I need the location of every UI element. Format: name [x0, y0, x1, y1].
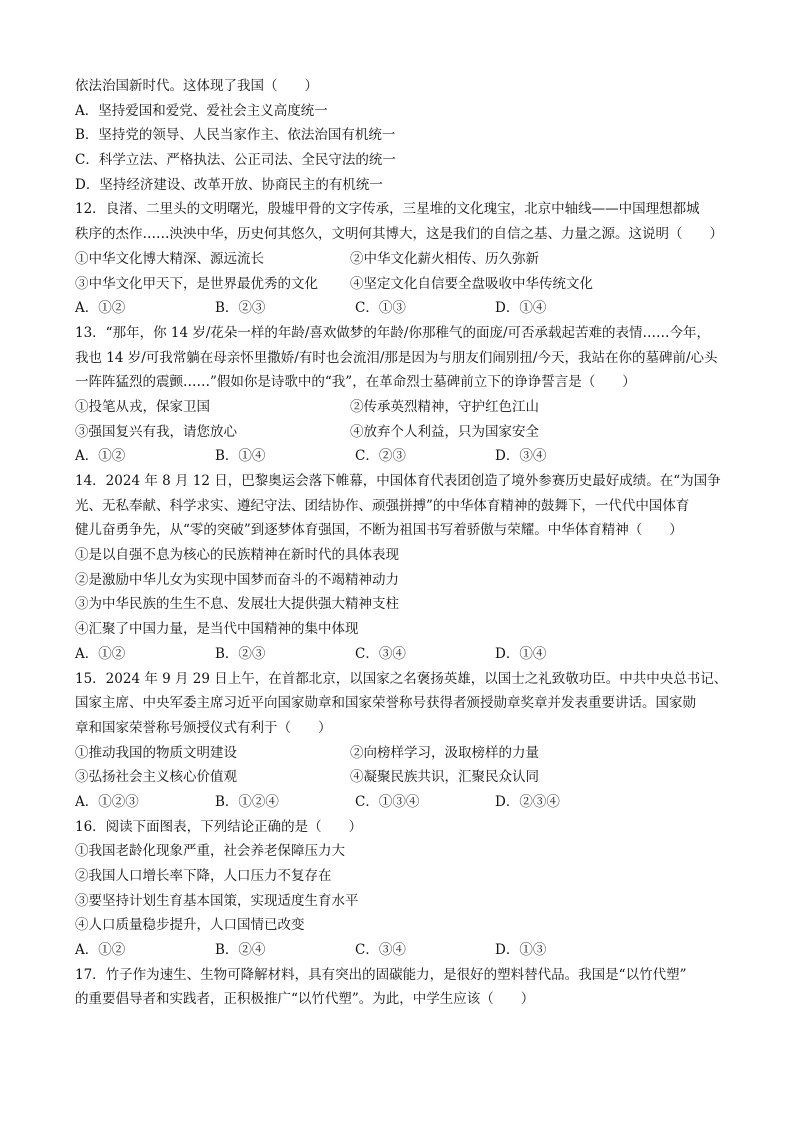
question-stem: 我也 14 岁/可我常躺在母亲怀里撒娇/有时也会流泪/那是因为与朋友们闹别扭/今天，我站在你的墓碑前/心头 [75, 349, 718, 366]
question-15 [75, 667, 728, 815]
question-stem: 依法治国新时代。这体现了我国（ ） [75, 78, 318, 94]
choice-c: C．①③④ [355, 793, 420, 810]
question-stem: 16．阅读下面图表，下列结论正确的是（ ） [75, 818, 363, 835]
question-11 [75, 74, 725, 197]
choice-b: B．①④ [215, 448, 266, 465]
statement-4: ④人口质量稳步提升，人口国情已改变 [75, 917, 305, 934]
question-stem: 14．2024 年 8 月 12 日，巴黎奥运会落下帷幕，中国体育代表团创造了境外参赛历史最好成绩。在“为国争 [75, 473, 721, 489]
question-stem: 健儿奋勇争先，从“零的突破”到逐梦体育强国，不断为祖国书写着骄傲与荣耀。中华体育精神（ ） [75, 522, 683, 539]
question-13 [75, 321, 725, 469]
option-c: C．科学立法、严格执法、公正司法、全民守法的统一 [75, 152, 396, 169]
statement-4: ④放弃个人利益，只为国家安全 [350, 423, 539, 440]
statement-3: ③为中华民族的生生不息、发展壮大提供强大精神支柱 [75, 596, 399, 613]
choice-row [75, 642, 725, 667]
statement-2: ②是激励中华儿女为实现中国梦而奋斗的不竭精神动力 [75, 571, 399, 588]
choice-a: A．①② [75, 645, 126, 662]
question-stem: 秩序的杰作……泱泱中华，历史何其悠久，文明何其博大，这是我们的自信之基、力量之源。这说明（ ） [75, 226, 723, 243]
statement-row [75, 420, 725, 445]
statement-4: ④汇聚了中国力量，是当代中国精神的集中体现 [75, 621, 359, 638]
statement-2: ②我国人口增长率下降，人口压力不复存在 [75, 868, 332, 884]
question-12 [75, 197, 725, 320]
choice-d: D．③④ [495, 448, 547, 465]
statement-4: ④坚定文化自信要全盘吸收中华传统文化 [350, 275, 593, 292]
choice-row [75, 938, 725, 963]
question-16 [75, 815, 725, 963]
question-stem: 17．竹子作为速生、生物可降解材料，具有突出的固碳能力，是很好的塑料替代品。我国是“以竹代塑” [75, 966, 687, 983]
statement-row [75, 247, 725, 272]
choice-b: B．②④ [215, 942, 266, 959]
statement-3: ③弘扬社会主义核心价值观 [75, 769, 237, 786]
choice-d: D．①④ [495, 645, 547, 662]
statement-1: ①中华文化博大精深、源远流长 [75, 250, 264, 267]
choice-row [75, 790, 725, 815]
statement-2: ②传承英烈精神，守护红色江山 [350, 398, 539, 415]
question-stem: 12．良渚、二里头的文明曙光，殷墟甲骨的文字传承，三星堆的文化瑰宝，北京中轴线——中国理想都城 [75, 201, 700, 218]
choice-d: D．①③ [495, 942, 547, 959]
question-17 [75, 963, 725, 1012]
statement-3: ③要坚持计划生育基本国策，实现适度生育水平 [75, 892, 359, 909]
statement-2: ②中华文化薪火相传、历久弥新 [350, 250, 539, 267]
choice-row [75, 296, 725, 321]
statement-3: ③强国复兴有我，请您放心 [75, 423, 237, 440]
question-stem: 一阵阵猛烈的震颤……”假如你是诗歌中的“我”，在革命烈士墓碑前立下的诤诤誓言是（ ） [75, 374, 636, 391]
choice-a: A．①② [75, 300, 126, 317]
question-stem: 的重要倡导者和实践者，正积极推广“以竹代塑”。为此，中学生应该（ ） [75, 991, 535, 1008]
statement-row [75, 395, 725, 420]
statement-3: ③中华文化甲天下，是世界最优秀的文化 [75, 275, 318, 292]
question-stem: 光、无私奉献、科学求实、遵纪守法、团结协作、顽强拼搏”的中华体育精神的鼓舞下，一代代中国体育 [75, 497, 690, 514]
question-stem: 国家主席、中央军委主席习近平向国家勋章和国家荣誉称号获得者颁授勋章奖章并发表重要讲话。国家勋 [75, 695, 696, 712]
choice-a: A．①② [75, 448, 126, 465]
choice-b: B．①②④ [215, 793, 279, 810]
option-a: A．坚持爱国和爱党、爱社会主义高度统一 [75, 102, 328, 119]
question-14 [75, 469, 725, 667]
exam-page [75, 74, 728, 1012]
choice-c: C．③④ [355, 942, 406, 959]
option-b: B．坚持党的领导、人民当家作主、依法治国有机统一 [75, 127, 396, 144]
statement-row [75, 272, 725, 297]
choice-a: A．①②③ [75, 793, 139, 810]
question-stem: 15．2024 年 9 月 29 日上午，在首都北京，以国家之名褒扬英雄，以国士之礼致敬功臣。中共中央总书记、 [75, 670, 728, 687]
option-d: D．坚持经济建设、改革开放、协商民主的有机统一 [75, 176, 383, 193]
statement-1: ①我国老龄化现象严重，社会养老保障压力大 [75, 843, 345, 860]
statement-2: ②向榜样学习，汲取榜样的力量 [350, 744, 539, 761]
statement-1: ①是以自强不息为核心的民族精神在新时代的具体表现 [75, 547, 399, 564]
question-stem: 章和国家荣誉称号颁授仪式有利于（ ） [75, 719, 332, 736]
choice-d: D．①④ [495, 300, 547, 317]
choice-c: C．③④ [355, 645, 406, 662]
choice-c: C．②③ [355, 448, 406, 465]
choice-d: D．②③④ [495, 793, 560, 810]
choice-b: B．②③ [215, 300, 266, 317]
choice-a: A．①② [75, 942, 126, 959]
statement-1: ①投笔从戎，保家卫国 [75, 398, 210, 415]
statement-row [75, 765, 725, 790]
choice-c: C．①③ [355, 300, 406, 317]
choice-row [75, 444, 725, 469]
statement-4: ④凝聚民族共识，汇聚民众认同 [350, 769, 539, 786]
statement-row [75, 741, 725, 766]
question-stem: 13．“那年，你 14 岁/花朵一样的年龄/喜欢做梦的年龄/你那稚气的面庞/可否承载起苦难的表情……今年， [75, 324, 711, 341]
choice-b: B．②③ [215, 645, 266, 662]
statement-1: ①推动我国的物质文明建设 [75, 744, 237, 761]
